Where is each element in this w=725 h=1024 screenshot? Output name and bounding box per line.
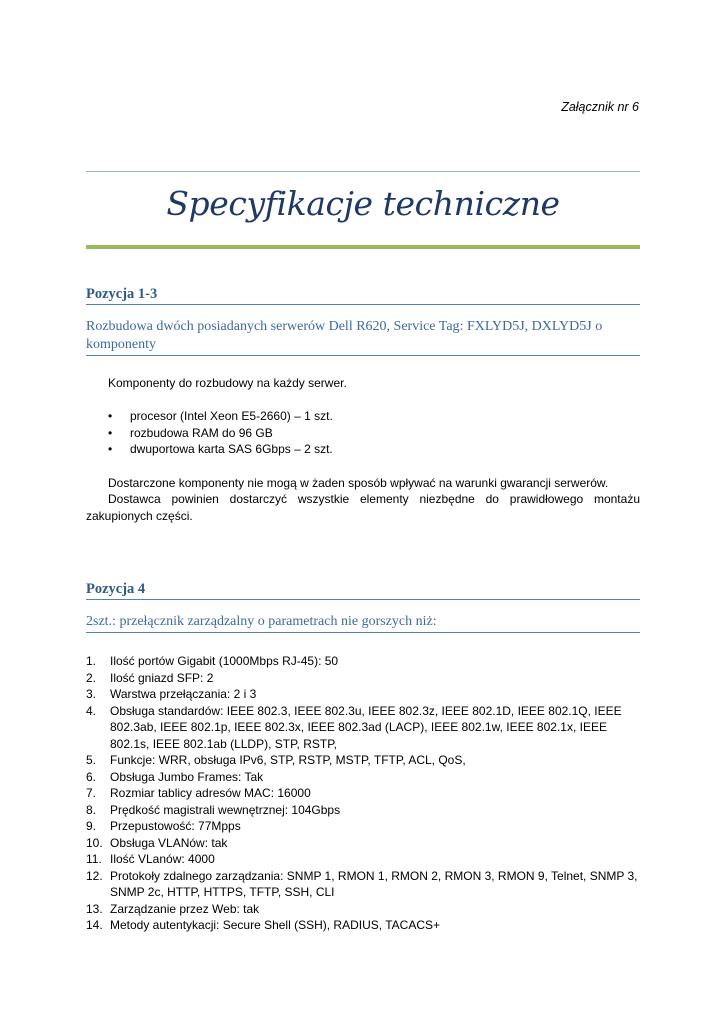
list-item	[86, 752, 640, 769]
item-text: Przepustowość: 77Mpps	[110, 819, 241, 833]
section1-note-2: Dostawca powinien dostarczyć wszystkie elementy niezbędne do prawidłowego montażu zakupionych części.	[86, 492, 640, 523]
section-heading-1: Pozycja 1-3	[86, 286, 640, 305]
bullet-icon: •	[108, 409, 113, 423]
list-item	[86, 785, 640, 802]
item-number: 5.	[86, 753, 97, 767]
item-text: Obsługa standardów: IEEE 802.3, IEEE 802.3u, IEEE 802.3z, IEEE 802.1D, IEEE 802.1Q, IEEE 802.3ab, IEEE 802.1p, IEEE 802.3x, IEEE 802.3ad (LACP), IEEE 802.1w, IEEE 802.1x, IEEE 802.1s, IEEE 802.1ab (LLDP), STP, RSTP,	[110, 703, 622, 751]
item-number: 6.	[86, 769, 97, 784]
item-number: 3.	[86, 687, 97, 701]
item-text: Ilość VLanów: 4000	[110, 852, 215, 866]
item-number: 10.	[86, 835, 103, 850]
list-item	[86, 802, 640, 819]
list-item	[108, 441, 628, 458]
component-bullet-list	[108, 408, 628, 458]
list-item	[86, 769, 640, 786]
item-number: 12.	[86, 868, 103, 883]
item-text: Obsługa VLANów: tak	[110, 835, 228, 850]
bullet-text: dwuportowa karta SAS 6Gbps – 2 szt.	[130, 442, 333, 456]
item-number: 4.	[86, 703, 97, 718]
bullet-text: procesor (Intel Xeon E5-2660) – 1 szt.	[130, 409, 333, 423]
section1-note-1: Dostarczone komponenty nie mogą w żaden sposób wpływać na warunki gwarancji serwerów.	[108, 476, 609, 490]
list-item	[86, 818, 640, 835]
section1-intro: Komponenty do rozbudowy na każdy serwer.	[108, 376, 347, 390]
list-item	[108, 425, 628, 442]
list-item	[86, 686, 640, 703]
list-item	[86, 835, 640, 852]
item-number: 8.	[86, 802, 97, 817]
switch-spec-list	[86, 653, 640, 934]
annex-label: Załącznik nr 6	[561, 100, 639, 114]
item-text: Zarządzanie przez Web: tak	[110, 901, 260, 916]
bullet-icon: •	[108, 425, 113, 440]
item-text: Warstwa przełączania: 2 i 3	[110, 687, 257, 701]
item-number: 13.	[86, 901, 103, 916]
item-text: Obsługa Jumbo Frames: Tak	[110, 769, 264, 784]
item-number: 2.	[86, 670, 97, 685]
title-rule-bottom	[86, 245, 640, 249]
item-text: Ilość gniazd SFP: 2	[110, 670, 214, 685]
item-text: Prędkość magistrali wewnętrznej: 104Gbps	[110, 802, 341, 817]
item-text: Funkcje: WRR, obsługa IPv6, STP, RSTP, MSTP, TFTP, ACL, QoS,	[110, 753, 466, 767]
item-number: 14.	[86, 918, 103, 932]
item-number: 7.	[86, 786, 97, 800]
list-item	[86, 670, 640, 687]
section-subheading-1: Rozbudowa dwóch posiadanych serwerów Dell R620, Service Tag: FXLYD5J, DXLYD5J o komponenty	[86, 318, 640, 356]
item-number: 1.	[86, 654, 97, 668]
title-rule-top	[86, 171, 640, 172]
list-item	[108, 408, 628, 425]
bullet-icon: •	[108, 442, 113, 456]
item-number: 9.	[86, 819, 97, 833]
list-item	[86, 653, 640, 670]
list-item	[86, 851, 640, 868]
list-item	[86, 703, 640, 753]
section-heading-2: Pozycja 4	[86, 581, 640, 600]
list-item	[86, 901, 640, 918]
list-item	[86, 917, 640, 934]
item-text: Ilość portów Gigabit (1000Mbps RJ-45): 50	[110, 654, 339, 668]
bullet-text: rozbudowa RAM do 96 GB	[130, 425, 273, 440]
list-item	[86, 868, 640, 901]
section-subheading-2: 2szt.: przełącznik zarządzalny o parametrach nie gorszych niż:	[86, 613, 640, 633]
page-title: Specyfikacje techniczne	[166, 184, 560, 223]
item-text: Protokoły zdalnego zarządzania: SNMP 1, RMON 1, RMON 2, RMON 3, RMON 9, Telnet, SNMP 3, SNMP 2c, HTTP, HTTPS, TFTP, SSH, CLI	[110, 868, 638, 899]
item-text: Rozmiar tablicy adresów MAC: 16000	[110, 786, 311, 800]
item-text: Metody autentykacji: Secure Shell (SSH), RADIUS, TACACS+	[110, 918, 441, 932]
item-number: 11.	[86, 852, 102, 866]
